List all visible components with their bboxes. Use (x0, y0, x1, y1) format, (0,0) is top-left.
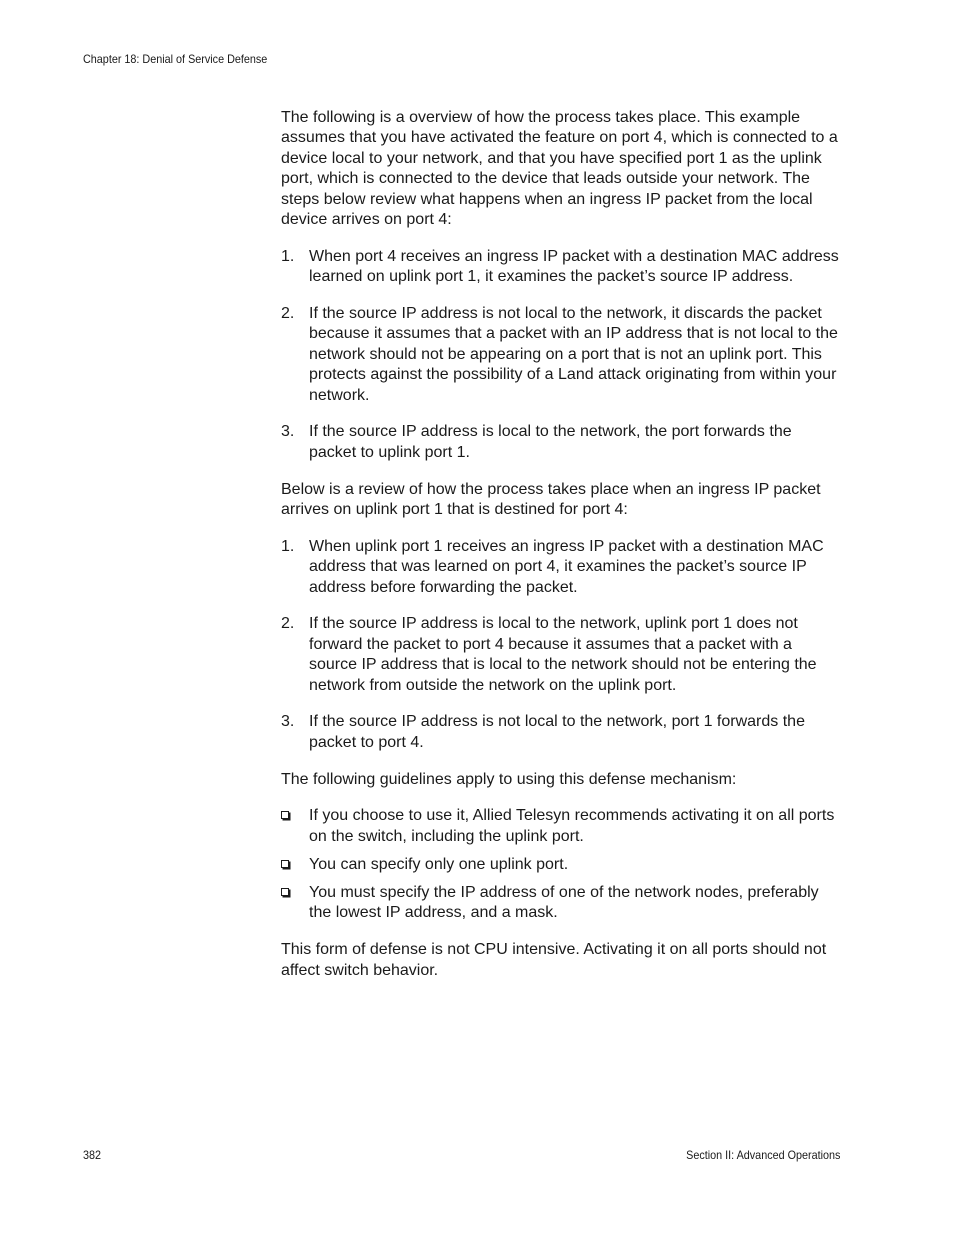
guidelines-list (281, 806, 843, 923)
page-number: 382 (83, 1148, 102, 1162)
step-number: 2. (281, 305, 295, 323)
list-item (281, 855, 843, 875)
step-text: When uplink port 1 receives an ingress IP packet with a destination MAC address that was learned on port 4, it examines the packet’s source IP address before forwarding the packet. (309, 537, 824, 596)
checkbox-bullet-icon (281, 811, 289, 819)
uplink-steps-list (281, 537, 843, 753)
step-number: 3. (281, 423, 295, 441)
list-item (281, 247, 843, 288)
list-item (281, 883, 843, 924)
step-number: 1. (281, 537, 295, 555)
guideline-text: You can specify only one uplink port. (309, 855, 569, 873)
page-body (281, 108, 843, 997)
local-steps-list (281, 247, 843, 463)
list-item (281, 537, 843, 598)
step-text: When port 4 receives an ingress IP packet with a destination MAC address learned on uplink port 1, it examines the packet’s source IP address. (309, 247, 839, 286)
guideline-text: You must specify the IP address of one of the network nodes, preferably the lowest IP address, and a mask. (309, 883, 819, 922)
list-item (281, 712, 843, 753)
closing-paragraph: This form of defense is not CPU intensive. Activating it on all ports should not affect switch behavior. (281, 941, 827, 979)
step-number: 3. (281, 713, 295, 731)
list-item (281, 806, 843, 847)
step-text: If the source IP address is local to the network, uplink port 1 does not forward the packet to port 4 because it assumes that a packet with a source IP address that is local to the network should not be entering the network from outside the network on the uplink port. (309, 615, 817, 694)
list-item (281, 614, 843, 696)
guideline-text: If you choose to use it, Allied Telesyn recommends activating it on all ports on the switch, including the uplink port. (309, 807, 835, 845)
step-text: If the source IP address is not local to the network, port 1 forwards the packet to port 4. (309, 713, 805, 751)
step-text: If the source IP address is local to the network, the port forwards the packet to uplink port 1. (309, 423, 792, 461)
running-footer: Section II: Advanced Operations (685, 1148, 840, 1162)
running-header: Chapter 18: Denial of Service Defense (83, 52, 268, 66)
guidelines-intro: The following guidelines apply to using this defense mechanism: (281, 770, 737, 788)
checkbox-bullet-icon (281, 888, 289, 896)
step-number: 1. (281, 247, 295, 265)
list-item (281, 422, 843, 463)
step-number: 2. (281, 615, 295, 633)
intro-paragraph: The following is a overview of how the process takes place. This example assumes that you have activated the feature on port 4, which is connected to a device local to your network, and that you have specified port 1 as the uplink port, which is connected to the device that leads outside your network. The steps below review what happens when an ingress IP packet from the local device arrives on port 4: (281, 109, 838, 229)
step-text: If the source IP address is not local to the network, it discards the packet because it assumes that a packet with an IP address that is not local to the network should not be appearing on a port that is not an uplink port. This protects against the possibility of a Land attack originating from within your network. (309, 305, 838, 404)
checkbox-bullet-icon (281, 860, 289, 868)
uplink-paragraph: Below is a review of how the process takes place when an ingress IP packet arrives on uplink port 1 that is destined for port 4: (281, 480, 821, 519)
list-item (281, 304, 843, 406)
